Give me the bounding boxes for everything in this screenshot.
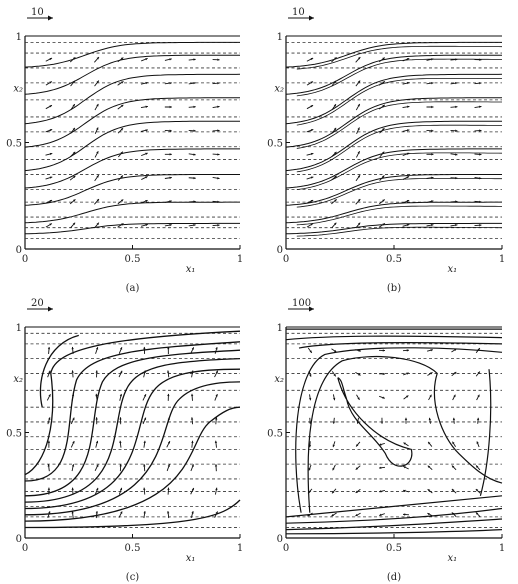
velocity-arrow-head (217, 59, 219, 61)
velocity-arrow-head (381, 422, 383, 424)
velocity-arrow-head (431, 153, 433, 155)
y-tick-label: 0.5 (6, 428, 22, 440)
scale-arrow-head (309, 16, 314, 21)
y-tick-label: 1 (15, 323, 22, 334)
velocity-arrow-head (170, 153, 172, 155)
velocity-arrow-head (383, 373, 385, 375)
streamline (25, 74, 240, 123)
velocity-arrow-head (193, 58, 195, 60)
y-tick-label: 1 (15, 32, 22, 43)
y-axis-label: x₂ (274, 373, 284, 385)
velocity-arrow-head (479, 59, 481, 61)
x-tick-label: 1 (236, 254, 244, 265)
scale-arrow-head (48, 16, 53, 21)
velocity-arrow-head (143, 488, 145, 490)
velocity-arrow-head (72, 488, 74, 490)
velocity-arrow-head (403, 513, 405, 515)
streamline (25, 350, 240, 496)
streamline (297, 206, 502, 225)
velocity-arrow-head (193, 106, 195, 108)
velocity-arrow-head (431, 130, 433, 132)
y-tick-label: 0.5 (267, 138, 283, 150)
velocity-arrow-head (143, 347, 145, 349)
velocity-arrow-head (193, 177, 195, 179)
streamline (25, 359, 240, 503)
velocity-arrow-head (48, 347, 50, 349)
x-axis-label: x₁ (185, 553, 196, 564)
panel-caption: (c) (125, 572, 140, 583)
velocity-arrow-head (405, 418, 407, 420)
velocity-arrow-head (479, 82, 481, 84)
panel-a (6, 7, 243, 294)
velocity-arrow-head (455, 177, 457, 179)
velocity-arrow-head (119, 417, 121, 419)
x-tick-label: 0 (21, 543, 29, 554)
panel-b (267, 7, 505, 294)
streamline (308, 357, 502, 513)
streamline (286, 121, 502, 170)
scale-label: 10 (292, 7, 305, 18)
x-tick-label: 1 (498, 254, 506, 265)
streamline (25, 382, 240, 515)
y-tick-label: 0 (276, 245, 283, 256)
streamline (286, 530, 502, 534)
x-tick-label: 0.5 (386, 254, 402, 265)
velocity-arrow-head (383, 349, 385, 351)
y-tick-label: 0 (276, 534, 283, 545)
velocity-arrow-head (95, 417, 97, 419)
streamline (286, 98, 502, 147)
velocity-arrow-head (167, 488, 169, 490)
velocity-arrow-head (217, 224, 219, 226)
streamline (296, 348, 502, 513)
streamline (25, 223, 240, 233)
velocity-arrow-head (407, 349, 409, 351)
panel-caption: (d) (386, 572, 402, 583)
velocity-arrow-head (455, 106, 457, 108)
velocity-arrow-head (170, 106, 172, 108)
velocity-arrow-head (453, 418, 455, 420)
velocity-arrow-head (431, 106, 433, 108)
panel-caption: (b) (386, 283, 402, 294)
streamline (297, 59, 502, 96)
x-tick-label: 0 (21, 254, 29, 265)
y-tick-label: 1 (276, 32, 283, 43)
y-tick-label: 0 (15, 245, 22, 256)
y-tick-label: 0.5 (6, 138, 22, 150)
y-tick-label: 0.5 (267, 428, 283, 440)
x-tick-label: 0 (282, 254, 290, 265)
x-tick-label: 0.5 (124, 543, 141, 554)
velocity-arrow-head (217, 153, 219, 155)
x-tick-label: 1 (498, 543, 506, 554)
velocity-arrow-head (217, 129, 219, 131)
streamline (286, 202, 502, 223)
streamline (286, 74, 502, 123)
streamline (25, 149, 240, 188)
x-tick-label: 0.5 (386, 543, 402, 554)
scale-label: 10 (31, 7, 44, 18)
panel-c (6, 298, 243, 583)
scale-label: 100 (292, 298, 312, 309)
panel-d (267, 298, 505, 583)
streamline (25, 202, 240, 223)
velocity-arrow-head (191, 394, 193, 396)
scale-arrow-head (48, 307, 53, 312)
x-tick-label: 0 (282, 543, 290, 554)
y-axis-label: x₂ (13, 83, 23, 95)
streamline (286, 519, 502, 530)
velocity-arrow-head (48, 488, 50, 490)
streamline (286, 223, 502, 233)
velocity-arrow-head (96, 370, 98, 372)
velocity-arrow-head (479, 224, 481, 226)
x-axis-label: x₁ (185, 264, 196, 275)
y-axis-label: x₂ (274, 83, 284, 95)
y-tick-label: 1 (276, 323, 283, 334)
velocity-arrow-head (217, 82, 219, 84)
y-axis-label: x₂ (13, 373, 23, 385)
velocity-arrow-head (167, 394, 169, 396)
x-tick-label: 0.5 (124, 254, 141, 265)
streamline (297, 153, 502, 190)
velocity-arrow-head (193, 130, 195, 132)
scale-label: 20 (31, 298, 44, 309)
x-axis-label: x₁ (447, 264, 458, 275)
velocity-arrow-head (71, 347, 73, 349)
x-axis-label: x₁ (447, 553, 458, 564)
velocity-arrow-head (479, 129, 481, 131)
velocity-arrow-head (455, 58, 457, 60)
streamline (286, 336, 502, 340)
velocity-arrow-head (71, 370, 73, 372)
velocity-arrow-head (477, 418, 479, 420)
velocity-arrow-head (479, 153, 481, 155)
y-tick-label: 0 (15, 534, 22, 545)
streamline (25, 175, 240, 206)
velocity-arrow-head (191, 417, 193, 419)
x-tick-label: 1 (236, 543, 244, 554)
panel-caption: (a) (125, 283, 140, 294)
streamline (286, 175, 502, 206)
streamline (25, 98, 240, 147)
streamline (25, 121, 240, 170)
velocity-arrow-head (215, 464, 217, 466)
